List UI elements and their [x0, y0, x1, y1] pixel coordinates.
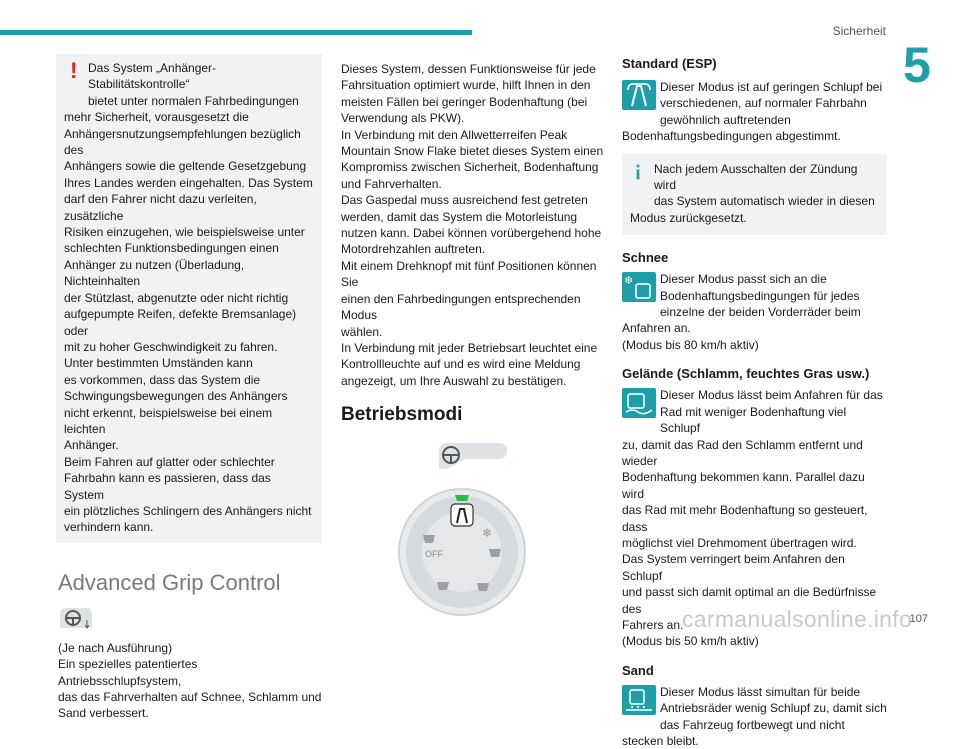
text-line: (Modus bis 80 km/h aktiv) [622, 337, 759, 352]
warning-text: Das System „Anhänger-Stabilitätskontrolle“ [88, 61, 217, 92]
text-line: einzelne der beiden Vorderräder beim Anfahren an. [622, 305, 861, 336]
warning-line: Beim Fahren auf glatter oder schlechter [64, 454, 275, 469]
text-line: Kompromiss zwischen Sicherheit, Bodenhaftung [341, 160, 599, 175]
text-line: Nach jedem Ausschalten der Zündung wird [654, 161, 858, 193]
text-line: Ein spezielles patentiertes Antriebsschlupfsystem, [58, 657, 198, 688]
text-line: Das Gaspedal muss ausreichend fest getreten [341, 193, 588, 208]
text-line: das System automatisch wieder in diesen [654, 194, 875, 209]
steering-wheel-icon [435, 441, 509, 471]
text-line: Dieser Modus ist auf geringen Schlupf bei [660, 80, 883, 94]
warning-line: Fahrbahn kann es passieren, dass das System [64, 471, 271, 502]
text-line: Verwendung als PKW). [341, 111, 465, 126]
text-line: In Verbindung mit jeder Betriebsart leuchtet eine [341, 340, 598, 355]
text-line: verschiedenen, auf normaler Fahrbahn [660, 96, 867, 111]
column-left [58, 54, 322, 722]
text-line: Fahrers an. [622, 617, 684, 632]
warning-line: mit zu hoher Geschwindigkeit zu fahren. [64, 339, 278, 354]
text-line: und passt sich damit optimal an die Bedürfnisse des [622, 585, 877, 616]
warning-line: Ihres Landes werden eingehalten. Das System [64, 175, 313, 190]
text-line: Bodenhaftungsbedingungen abgestimmt. [622, 129, 841, 144]
mode-selector-knob [397, 487, 527, 617]
text-line: gewöhnlich auftretenden [660, 112, 791, 127]
mode-title-gelaende: Gelände (Schlamm, feuchtes Gras usw.) [622, 366, 870, 382]
text-line: zu, damit das Rad den Schlamm entfernt und wieder [622, 437, 863, 468]
text-line: wählen. [341, 324, 383, 339]
mud-mode-icon [622, 388, 656, 418]
warning-line: Anhänger. [64, 438, 119, 453]
warning-line: Anhänger zu nutzen (Überladung, Nichteinhalten [64, 257, 245, 289]
text-line: und Fahrverhalten. [341, 176, 442, 191]
warning-line: verhindern kann. [64, 520, 154, 535]
steering-wheel-icon [58, 606, 94, 632]
info-box [622, 154, 887, 236]
text-line: Kontrollleuchte auf und es wird eine Meldung [341, 357, 581, 372]
svg-text:❄: ❄ [624, 274, 634, 288]
page-number: 107 [909, 613, 928, 625]
text-line: (Je nach Ausführung) [58, 640, 173, 655]
mode-standard [622, 79, 887, 145]
svg-text:❄: ❄ [482, 526, 493, 541]
advanced-grip-text [58, 640, 322, 722]
esp-standard-icon [622, 80, 656, 110]
warning-line: bietet unter normalen Fahrbedingungen [88, 93, 299, 108]
warning-line: es vorkommen, dass das System die [64, 372, 261, 387]
warning-exclamation-icon: ! [70, 58, 78, 83]
mode-title-standard: Standard (ESP) [622, 56, 717, 71]
text-line: einen den Fahrbedingungen entsprechenden Modus [341, 291, 581, 323]
text-line: Mountain Snow Flake bietet dieses System einen [341, 144, 604, 159]
warning-line: darf den Fahrer nicht dazu verleiten, zusätzliche [64, 192, 257, 223]
text-line: Bodenhaftungsbedingungen für jedes [660, 288, 860, 303]
warning-line: Unter bestimmten Umständen kann [64, 356, 253, 371]
text-line: Modus zurückgesetzt. [630, 210, 747, 225]
mode-title-schnee: Schnee [622, 250, 669, 266]
text-line: Rad mit weniger Bodenhaftung viel Schlupf [660, 404, 847, 436]
text-line: Dieser Modus passt sich an die [660, 272, 827, 287]
knob-off-label: OFF [425, 549, 443, 560]
section-name: Sicherheit [832, 24, 886, 38]
section-title-advanced-grip: Advanced Grip Control [58, 569, 281, 595]
text-line: das Fahrzeug fortbewegt und nicht stecken bleibt. [622, 717, 845, 748]
text-line: (Modus bis 50 km/h aktiv) [622, 634, 759, 649]
mode-sand [622, 684, 887, 749]
warning-line: nicht erkennt, beispielsweise bei einem leichten [64, 405, 273, 436]
text-line: Bodenhaftung bekommen kann. Parallel dazu wird [622, 470, 865, 501]
text-line: nutzen kann. Dabei können vorübergehend hohe [341, 226, 602, 241]
sand-mode-icon [622, 685, 656, 715]
warning-box [56, 54, 322, 543]
text-line: Antriebsräder wenig Schlupf zu, damit sich [660, 701, 887, 716]
text-line: Mit einem Drehknopf mit fünf Positionen können Sie [341, 258, 597, 290]
text-line: möglichst viel Drehmoment übertragen wird. [622, 535, 857, 550]
text-line: das das Fahrverhalten auf Schnee, Schlamm und [58, 690, 322, 704]
text-line: werden, damit das System die Motorleistung [341, 209, 578, 224]
chapter-number: 5 [903, 37, 931, 93]
text-line: Motordrehzahlen auftreten. [341, 242, 486, 257]
text-line: Dieser Modus lässt beim Anfahren für das [660, 388, 883, 403]
header-accent-bar [0, 30, 472, 35]
text-line: angezeigt, um Ihre Auswahl zu bestätigen. [341, 373, 567, 388]
text-line: Dieser Modus lässt simultan für beide [660, 684, 861, 699]
column-middle [341, 61, 606, 617]
warning-line: Schwingungsbewegungen des Anhängers [64, 389, 288, 404]
warning-line: Risiken einzugehen, wie beispielsweise unter [64, 225, 305, 240]
text-line: In Verbindung mit den Allwetterreifen Peak [341, 127, 568, 142]
info-icon [636, 162, 640, 182]
column-right [622, 55, 887, 749]
warning-line: Anhängers sowie die geltende Gesetzgebung [64, 159, 307, 174]
text-line: Fahrsituation optimiert wurde, hilft Ihnen in den [341, 78, 591, 93]
warning-line: mehr Sicherheit, vorausgesetzt die [64, 110, 249, 125]
text-line: Sand verbessert. [58, 706, 149, 721]
watermark: carmanualsonline.info [682, 606, 913, 632]
text-line: Dieses System, dessen Funktionsweise für jede [341, 62, 596, 76]
section-title-betriebsmodi: Betriebsmodi [341, 404, 463, 426]
text-line: Das System verringert beim Anfahren den Schlupf [622, 552, 845, 583]
mode-title-sand: Sand [622, 662, 654, 678]
warning-line: aufgepumpte Reifen, defekte Bremsanlage) oder [64, 307, 297, 338]
warning-line: der Stützlast, abgenutzte oder nicht richtig [64, 290, 289, 305]
text-line: meisten Fällen bei geringer Bodenhaftung (bei [341, 94, 588, 109]
snow-mode-icon [622, 272, 656, 302]
warning-line: ein plötzliches Schlingern des Anhängers nicht [64, 503, 312, 518]
warning-line: schlechten Funktionsbedingungen einen [64, 241, 279, 256]
warning-line: Anhängersnutzungsempfehlungen bezüglich des [64, 126, 301, 158]
mode-schnee [622, 271, 887, 353]
text-line: das Rad mit mehr Bodenhaftung so gesteuert, dass [622, 503, 868, 534]
